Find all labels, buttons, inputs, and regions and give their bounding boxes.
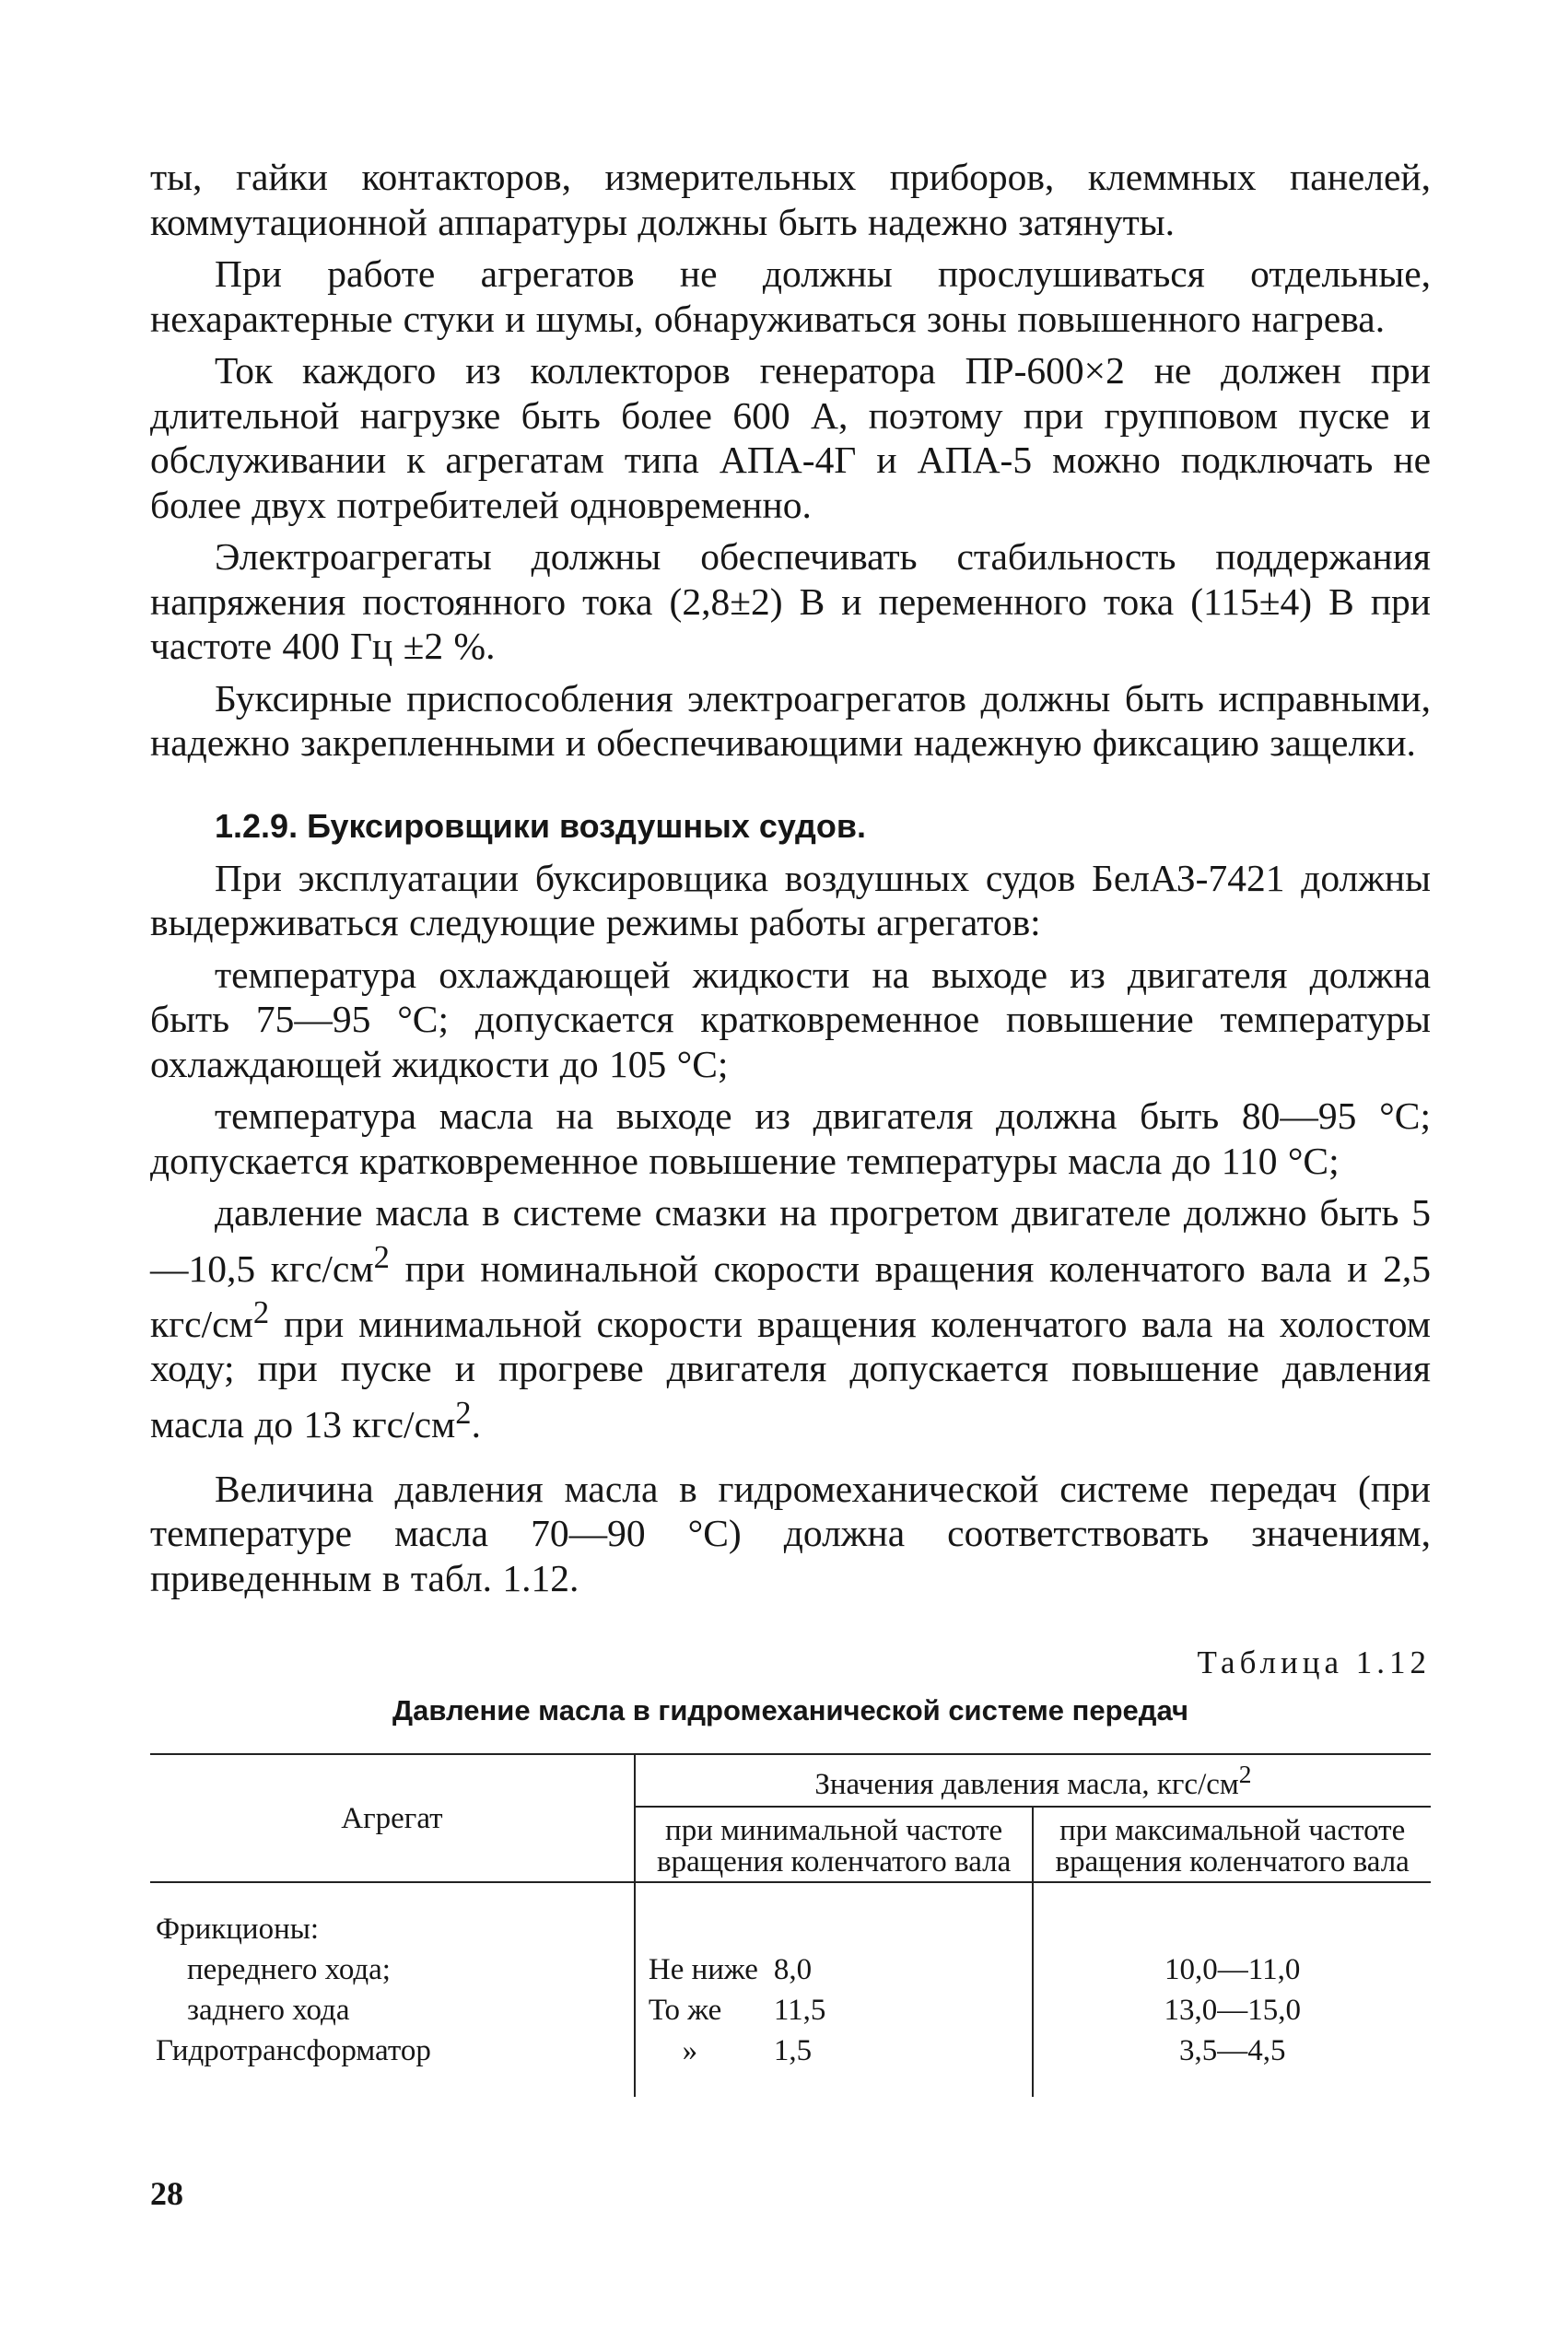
table-row bbox=[150, 2031, 1431, 2071]
table-row-group bbox=[150, 1909, 1431, 1949]
table-caption: Таблица 1.12 bbox=[1197, 1644, 1431, 1681]
oil-pressure-text-d: . bbox=[471, 1402, 481, 1445]
row-min-qualifier: Не ниже bbox=[648, 1953, 758, 1987]
paragraph-oil-temperature: температура масла на выходе из двигателя должна быть 80—95 °С; допускается кратковременное повышение температуры масла до 110 °С; bbox=[150, 1094, 1431, 1182]
row-min-number: 8,0 bbox=[773, 1953, 813, 1987]
oil-pressure-text-a: давление масла в системе смазки на прогретом двигателе должно быть 5—10,5 кгс/см bbox=[150, 1191, 1431, 1290]
row-name: Гидротрансформатор bbox=[156, 2034, 431, 2068]
header-max-rpm: при максимальной частоте вращения коленчатого вала bbox=[1033, 1807, 1431, 1882]
oil-pressure-table bbox=[150, 1753, 1431, 2097]
page-body bbox=[150, 155, 1431, 2097]
header-superscript: 2 bbox=[1238, 1760, 1252, 1789]
superscript: 2 bbox=[455, 1395, 472, 1431]
paragraph-section-intro: При эксплуатации буксировщика воздушных судов БелАЗ-7421 должны выдерживаться следующие режимы работы агрегатов: bbox=[150, 856, 1431, 943]
table-row bbox=[150, 1949, 1431, 1990]
paragraph-oil-pressure bbox=[150, 1190, 1431, 1446]
oil-pressure-text-c: при минимальной скорости вращения коленчатого вала на холостом ходу; при пуске и прогреве двигателя допускается повышение давления масла до 13 кгс/см bbox=[150, 1302, 1431, 1445]
paragraph-generator-current: Ток каждого из коллекторов генератора ПР-600×2 не должен при длительной нагрузке быть более 600 А, поэтому при групповом пуске и обслуживании к агрегатам типа АПА-4Г и АПА-5 можно подключать не более двух потребителей одновременно. bbox=[150, 349, 1431, 526]
paragraph-coolant-temperature: температура охлаждающей жидкости на выходе из двигателя должна быть 75—95 °С; допускается кратковременное повышение температуры охлаждающей жидкости до 105 °С; bbox=[150, 953, 1431, 1085]
row-min-number: 11,5 bbox=[773, 1994, 826, 2028]
header-pressure-group bbox=[635, 1754, 1431, 1807]
paragraph-towing-devices: Буксирные приспособления электроагрегатов должны быть исправными, надежно закрепленными и обеспечивающими надежную фиксацию защелки. bbox=[150, 676, 1431, 764]
superscript: 2 bbox=[373, 1239, 390, 1275]
section-heading: 1.2.9. Буксировщики воздушных судов. bbox=[215, 806, 866, 845]
paragraph-continuation: ты, гайки контакторов, измерительных приборов, клеммных панелей, коммутационной аппаратуры должны быть надежно затянуты. bbox=[150, 156, 1431, 243]
row-name: заднего хода bbox=[187, 1994, 350, 2028]
row-min-value bbox=[635, 1949, 1034, 1990]
paragraph-closing: Величина давления масла в гидромеханической системе передач (при температуре масла 70—90 °С) должна соответствовать значениям, приведенным в табл. 1.12. bbox=[150, 1467, 1431, 1599]
row-max-value: 3,5—4,5 bbox=[1033, 2031, 1431, 2071]
row-max-value: 13,0—15,0 bbox=[1033, 1990, 1431, 2031]
header-min-rpm: при минимальной частоте вращения коленчатого вала bbox=[635, 1807, 1034, 1882]
oil-pressure-text-b: при номинальной скорости вращения коленчатого вала и 2,5 кгс/см bbox=[150, 1246, 1431, 1345]
row-min-qualifier: То же bbox=[648, 1994, 722, 2028]
row-min-qualifier: » bbox=[682, 2034, 698, 2068]
table-spacer bbox=[150, 1882, 1431, 1909]
header-aggregate: Агрегат bbox=[150, 1754, 635, 1882]
group-label-frictions: Фрикционы: bbox=[156, 1913, 320, 1947]
table-title: Давление масла в гидромеханической системе передач bbox=[392, 1694, 1188, 1727]
row-min-number: 1,5 bbox=[773, 2034, 813, 2068]
paragraph-noise: При работе агрегатов не должны прослушиваться отдельные, нехарактерные стуки и шумы, обнаруживаться зоны повышенного нагрева. bbox=[150, 252, 1431, 340]
paragraph-voltage-stability: Электроагрегаты должны обеспечивать стабильность поддержания напряжения постоянного тока (2,8±2) В и переменного тока (115±4) В при частоте 400 Гц ±2 %. bbox=[150, 535, 1431, 667]
row-min-value bbox=[635, 1990, 1034, 2031]
page-number: 28 bbox=[150, 2175, 183, 2212]
row-min-value bbox=[635, 2031, 1034, 2071]
table-spacer bbox=[150, 2071, 1431, 2097]
superscript: 2 bbox=[252, 1294, 270, 1330]
table-row bbox=[150, 1990, 1431, 2031]
row-name: переднего хода; bbox=[187, 1953, 391, 1987]
header-pressure-group-label: Значения давления масла, кгс/см bbox=[814, 1768, 1239, 1802]
row-max-value: 10,0—11,0 bbox=[1033, 1949, 1431, 1990]
